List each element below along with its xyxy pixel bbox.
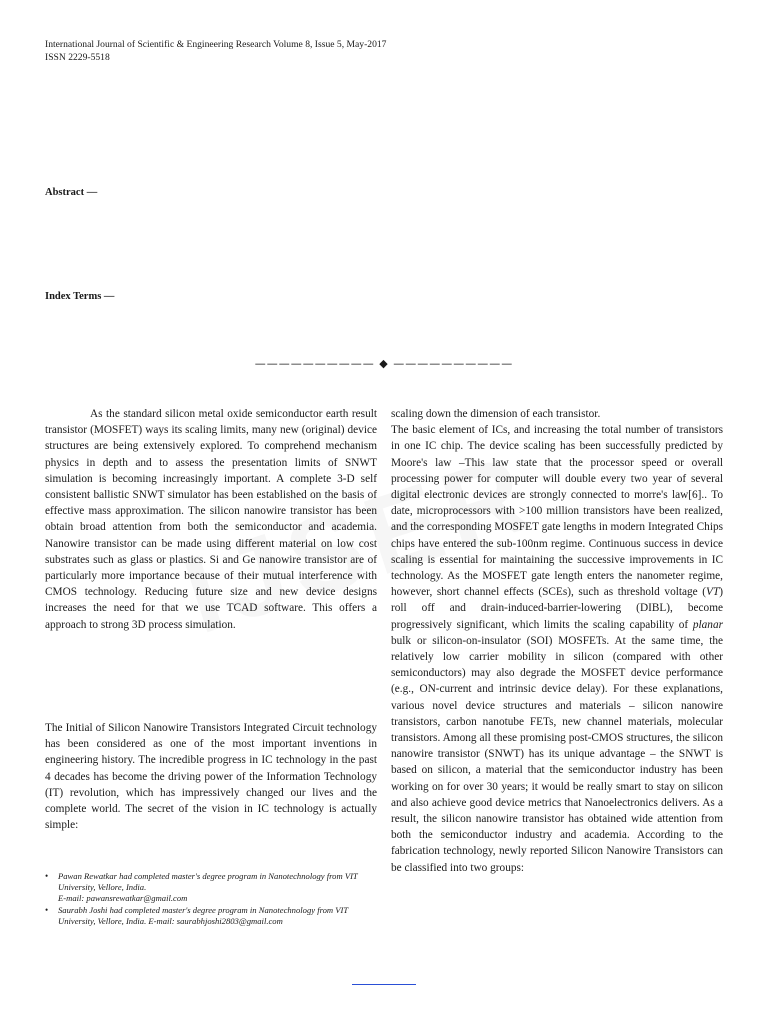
- bullet-icon: •: [45, 905, 49, 915]
- text-segment-b: ) roll off and drain-induced-barrier-lowering (DIBL), become progressively significant, which limits the scaling capability of: [391, 586, 723, 631]
- footnote-text: Saurabh Joshi had completed master's degree program in Nanotechnology from VIT University, Vellore, India. E-mail: saurabhjoshi2803@gmail.com: [58, 905, 349, 926]
- journal-title-line: International Journal of Scientific & Engineering Research Volume 8, Issue 5, May-2017: [45, 39, 387, 50]
- footnote-email: E-mail: pawansrewatkar@gmail.com: [58, 893, 188, 903]
- footnote-text: Pawan Rewatkar had completed master's degree program in Nanotechnology from VIT University, Vellore, India.: [58, 871, 358, 892]
- footnote-item: [45, 905, 377, 927]
- abstract-heading: Abstract —: [45, 187, 98, 198]
- right-column-paragraph: [391, 422, 723, 876]
- intro-paragraph-block: [45, 406, 377, 633]
- footnote-item: [45, 871, 377, 904]
- index-terms-heading: Index Terms —: [45, 291, 115, 302]
- text-segment-c: bulk or silicon-on-insulator (SOI) MOSFETs. At the same time, the relatively low carrier mobility in silicon (compared with other semiconductors) may also degrade the MOSFET device performance (e.g., ON-current and intrinsic device delay). For these explanations, various novel device structures and materials – silicon nanowire transistors, carbon nanotube FETs, new channel materials, molecular transistors. Among all these promising post-CMOS structures, the silicon nanowire transistor (SNWT) has its unique advantage – the SNWT is based on silicon, a material that the semiconductor industry has been working on for over 30 years; it would be really smart to stay on silicon and also achieve good device metrics that Nanoelectronics delivers. As a result, the silicon nanowire transistor has obtained wide attention from both the semiconductor industry and academia. According to the fabrication technology, newly reported Silicon Nanowire Transistors can be classified into two groups:: [391, 634, 723, 874]
- text-segment-a: The basic element of ICs, and increasing the total number of transistors in one IC chip. The device scaling has been successfully predicted by Moore's law –This law state that the processor speed or overall processing power for computer will double every two year of several digital electronic devices are strongly connected to morre's law[6].. To date, microprocessors with >100 million transistors have been realized, and the corresponding MOSFET gate lengths in modern Integrated Chips chips have entered the sub-100nm regime. Continuous success in device scaling is essential for maintaining the successive improvements in IC technology. As the MOSFET gate length enters the nanometer regime, however, short channel effects (SCEs), such as threshold voltage (: [391, 424, 723, 599]
- right-column-first-line: scaling down the dimension of each transistor.: [391, 408, 601, 420]
- section-divider: —————————— ◆ ——————————: [254, 357, 514, 370]
- bullet-icon: •: [45, 871, 49, 881]
- planar-term: planar: [692, 618, 723, 631]
- issn-line: ISSN 2229-5518: [45, 52, 110, 63]
- page-footer-link[interactable]: [352, 984, 416, 985]
- right-column: [391, 406, 723, 876]
- journal-header: [45, 38, 605, 64]
- intro-paragraph: As the standard silicon metal oxide semiconductor earth result transistor (MOSFET) ways its scaling limits, many new (original) device structures are being extensively explored. To comprehend mechanism physics in depth and to assess the presentation limits of SNWT simulation is becoming increasingly important. A complete 3-D self consistent ballistic SNWT simulator has been established on the basis of effective mass approximation. The silicon nanowire transistor has been obtain broad attention from both the semiconductor and academia. Nanowire transistor can be made using different material on low cost substrates such as glass or plastics. Si and Ge nanowire transistor are of particularly more importance because of their mutual interference with CMOS technology. Reducing future size and new device designs increases the need for that we use TCAD software. This offers a approach to strong 3D process simulation.: [45, 408, 377, 631]
- vt-variable: VT: [706, 586, 720, 599]
- body-paragraph-block: [45, 720, 377, 833]
- author-footnotes: [45, 871, 377, 928]
- body-paragraph: The Initial of Silicon Nanowire Transistors Integrated Circuit technology has been considered as one of the most important inventions in engineering history. The incredible progress in IC technology in the past 4 decades has become the driving power of the Information Technology (IT) revolution, which has impressively changed our lives and the complete world. The secret of the vision in IC technology is actually simple:: [45, 722, 377, 832]
